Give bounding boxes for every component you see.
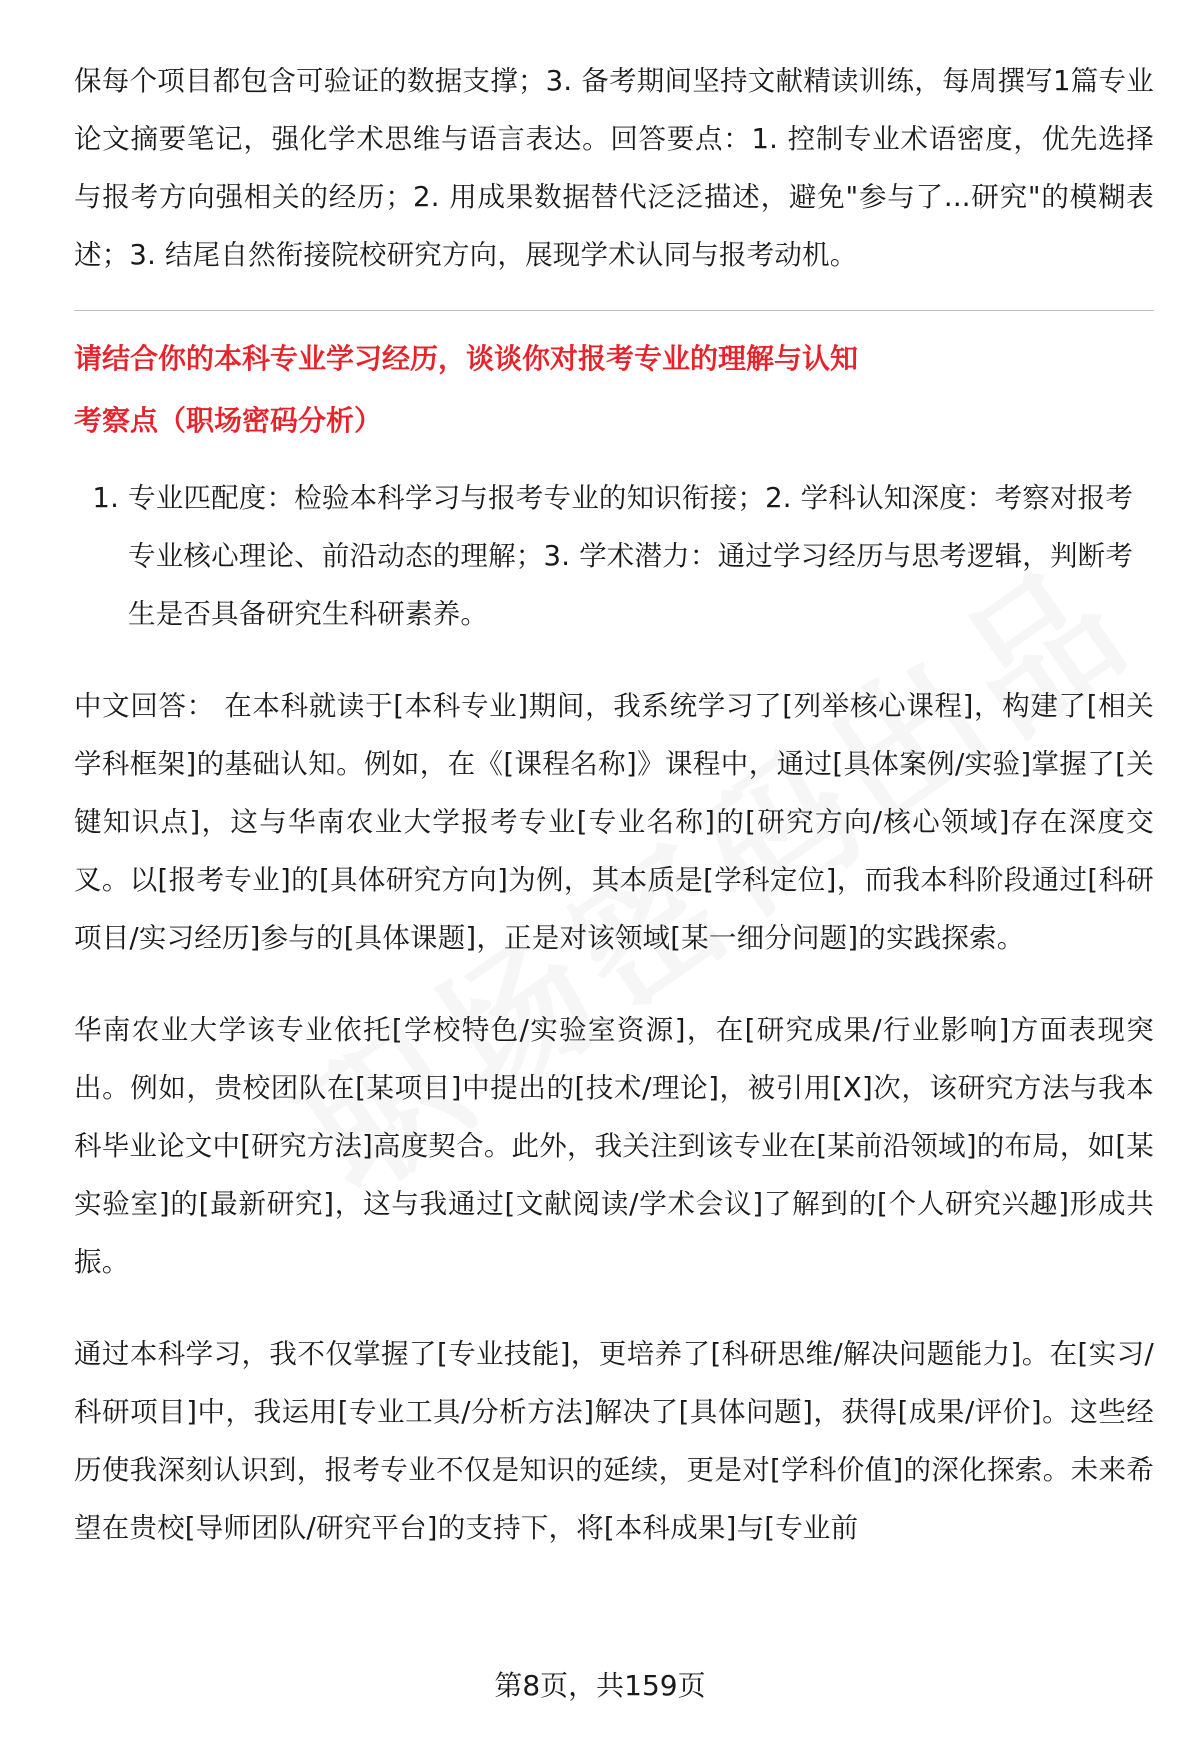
analysis-point: 1. 专业匹配度：检验本科学习与报考专业的知识衔接；2. 学科认知深度：考察对报考专业核心理论、前沿动态的理解；3. 学术潜力：通过学习经历与思考逻辑，判断考生是否具备研究生科研素养。	[128, 469, 1154, 643]
analysis-points-list	[74, 469, 1154, 643]
answer-paragraph-3: 通过本科学习，我不仅掌握了[专业技能]，更培养了[科研思维/解决问题能力]。在[实习/科研项目]中，我运用[专业工具/分析方法]解决了[具体问题]，获得[成果/评价]。这些经历使我深刻认识到，报考专业不仅是知识的延续，更是对[学科价值]的深化探索。未来希望在贵校[导师团队/研究平台]的支持下，将[本科成果]与[专业前	[74, 1338, 1154, 1544]
intro-paragraph: 保每个项目都包含可验证的数据支撑；3. 备考期间坚持文献精读训练，每周撰写1篇专业论文摘要笔记，强化学术思维与语言表达。回答要点：1. 控制专业术语密度，优先选择与报考方向强相关的经历；2. 用成果数据替代泛泛描述，避免"参与了...研究"的模糊表述；3. 结尾自然衔接院校研究方向，展现学术认同与报考动机。	[74, 65, 1154, 271]
document-content	[74, 52, 1154, 1557]
page-number: 第8页，共159页	[494, 1669, 706, 1702]
answer-paragraph-2: 华南农业大学该专业依托[学校特色/实验室资源]，在[研究成果/行业影响]方面表现突出。例如，贵校团队在[某项目]中提出的[技术/理论]，被引用[X]次，该研究方法与我本科毕业论文中[研究方法]高度契合。此外，我关注到该专业在[某前沿领域]的布局，如[某实验室]的[最新研究]，这与我通过[文献阅读/学术会议]了解到的[个人研究兴趣]形成共振。	[74, 1014, 1154, 1278]
answer-paragraph-1: 中文回答： 在本科就读于[本科专业]期间，我系统学习了[列举核心课程]，构建了[相关学科框架]的基础认知。例如，在《[课程名称]》课程中，通过[具体案例/实验]掌握了[关键知识点]，这与华南农业大学报考专业[专业名称]的[研究方向/核心领域]存在深度交叉。以[报考专业]的[具体研究方向]为例，其本质是[学科定位]，而我本科阶段通过[科研项目/实习经历]参与的[具体课题]，正是对该领域[某一细分问题]的实践探索。	[74, 690, 1154, 954]
section-divider	[74, 310, 1154, 311]
analysis-section-title: 考察点（职场密码分析）	[74, 404, 383, 437]
question-title: 请结合你的本科专业学习经历，谈谈你对报考专业的理解与认知	[74, 342, 859, 375]
